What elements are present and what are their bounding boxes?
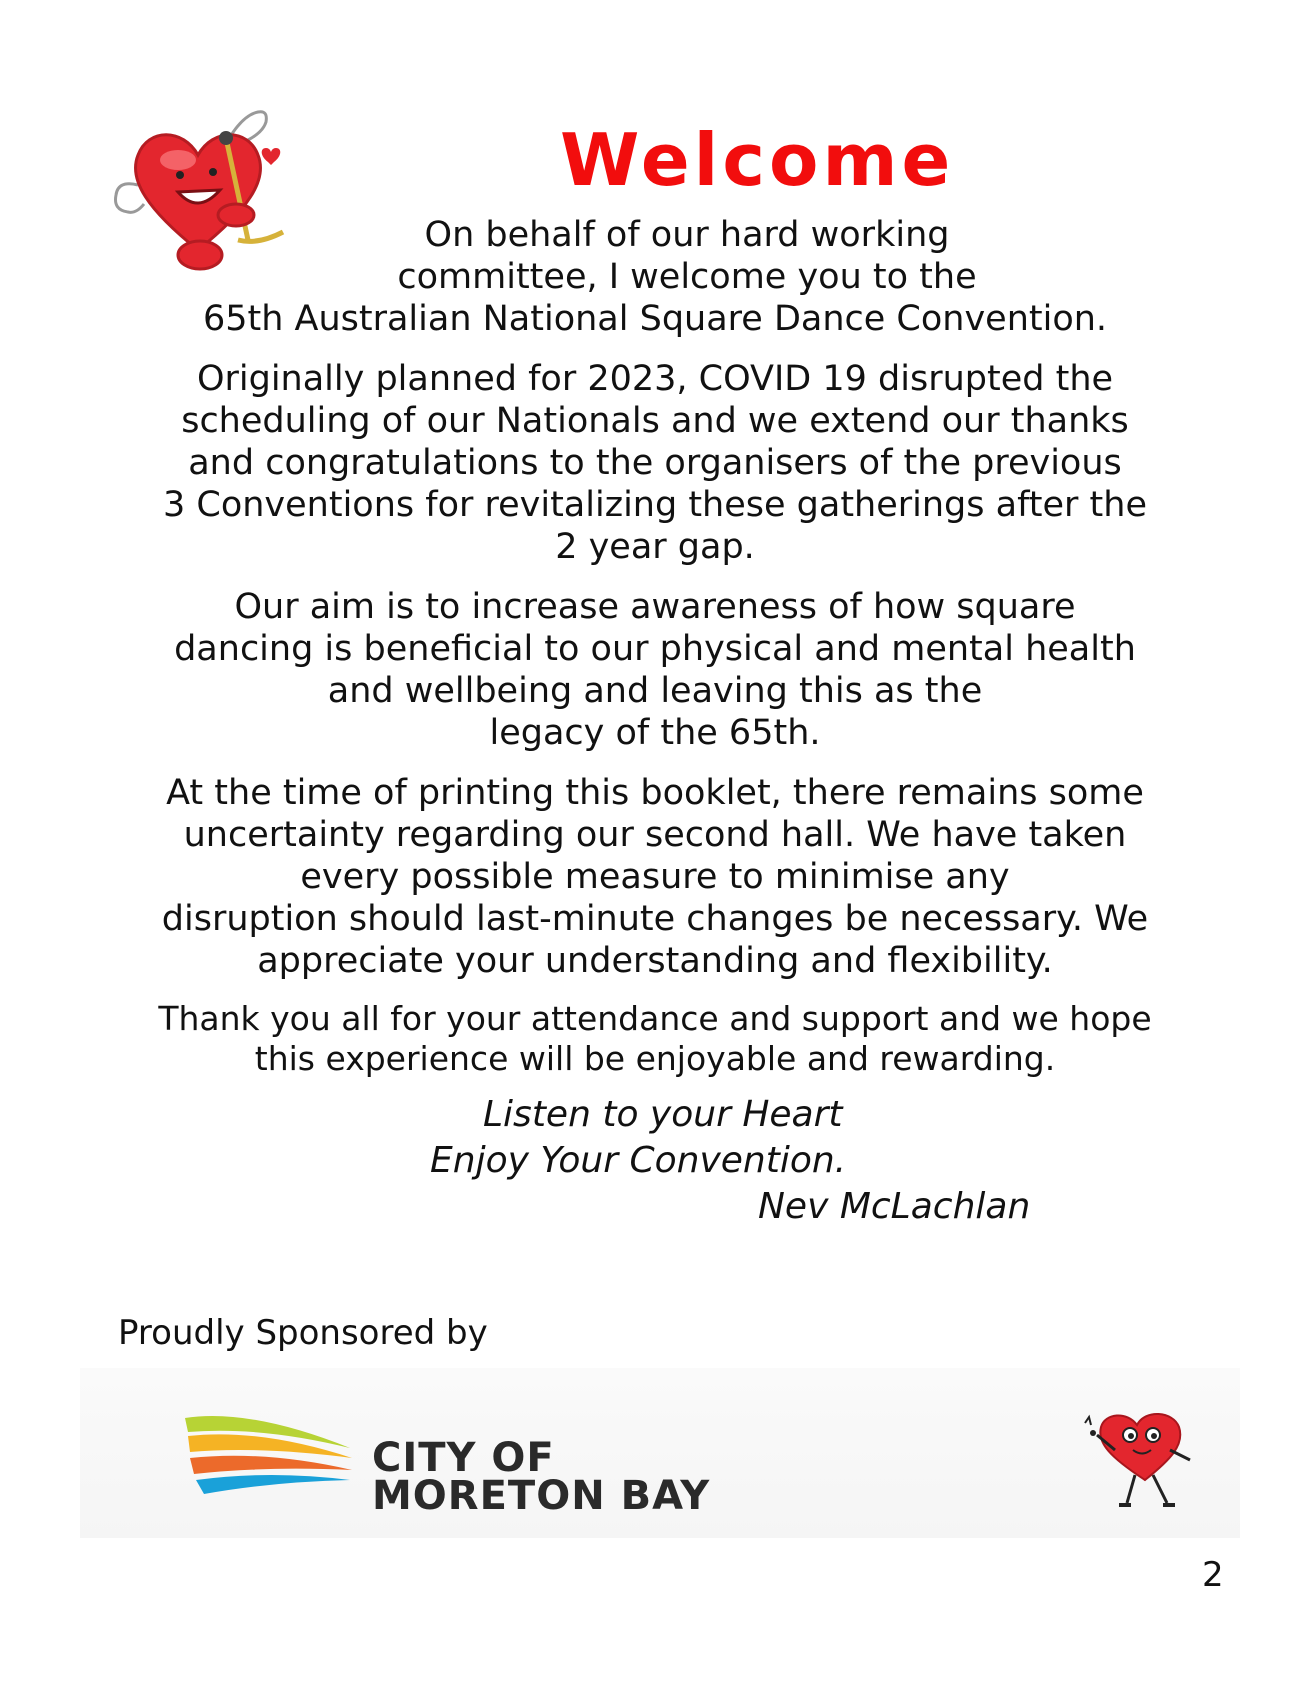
sponsor-logo-line-2: MORETON BAY: [372, 1473, 711, 1519]
sponsor-logo-line-1: CITY OF: [372, 1435, 555, 1481]
text-line: appreciate your understanding and flexibility.: [257, 941, 1053, 981]
text-line: Thank you all for your attendance and support and we hope: [158, 999, 1152, 1038]
text-line: committee, I welcome you to the: [397, 257, 977, 297]
text-line: 3 Conventions for revitalizing these gatherings after the: [162, 485, 1148, 525]
text-line: dancing is beneficial to our physical and mental health: [174, 629, 1136, 669]
text-line: At the time of printing this booklet, there remains some: [166, 773, 1144, 813]
text-line: this experience will be enjoyable and rewarding.: [254, 1039, 1056, 1078]
signature-line-1: Listen to your Heart: [483, 1094, 843, 1135]
text-line: Our aim is to increase awareness of how square: [234, 587, 1076, 627]
text-line: On behalf of our hard working: [424, 215, 950, 255]
text-line: 2 year gap.: [555, 527, 755, 567]
text-line: every possible measure to minimise any: [300, 857, 1010, 897]
text-line: and congratulations to the organisers of the previous: [188, 443, 1122, 483]
page-number: 2: [1202, 1555, 1224, 1595]
text-line: legacy of the 65th.: [489, 713, 821, 753]
moreton-bay-logo: [180, 1408, 360, 1508]
text-line: uncertainty regarding our second hall. We have taken: [183, 815, 1127, 855]
heart-dancer-icon: [1075, 1405, 1215, 1515]
text-line: Originally planned for 2023, COVID 19 disrupted the: [196, 359, 1114, 399]
text-line: scheduling of our Nationals and we extend our thanks: [181, 401, 1129, 441]
signature-name: Nev McLachlan: [758, 1186, 1031, 1227]
page-title: Welcome: [560, 118, 955, 202]
text-line: and wellbeing and leaving this as the: [327, 671, 983, 711]
sponsor-label: Proudly Sponsored by: [118, 1313, 488, 1353]
text-line: 65th Australian National Square Dance Convention.: [202, 299, 1108, 339]
text-line: disruption should last-minute changes be necessary. We: [161, 899, 1149, 939]
signature-line-2: Enjoy Your Convention.: [430, 1140, 847, 1181]
